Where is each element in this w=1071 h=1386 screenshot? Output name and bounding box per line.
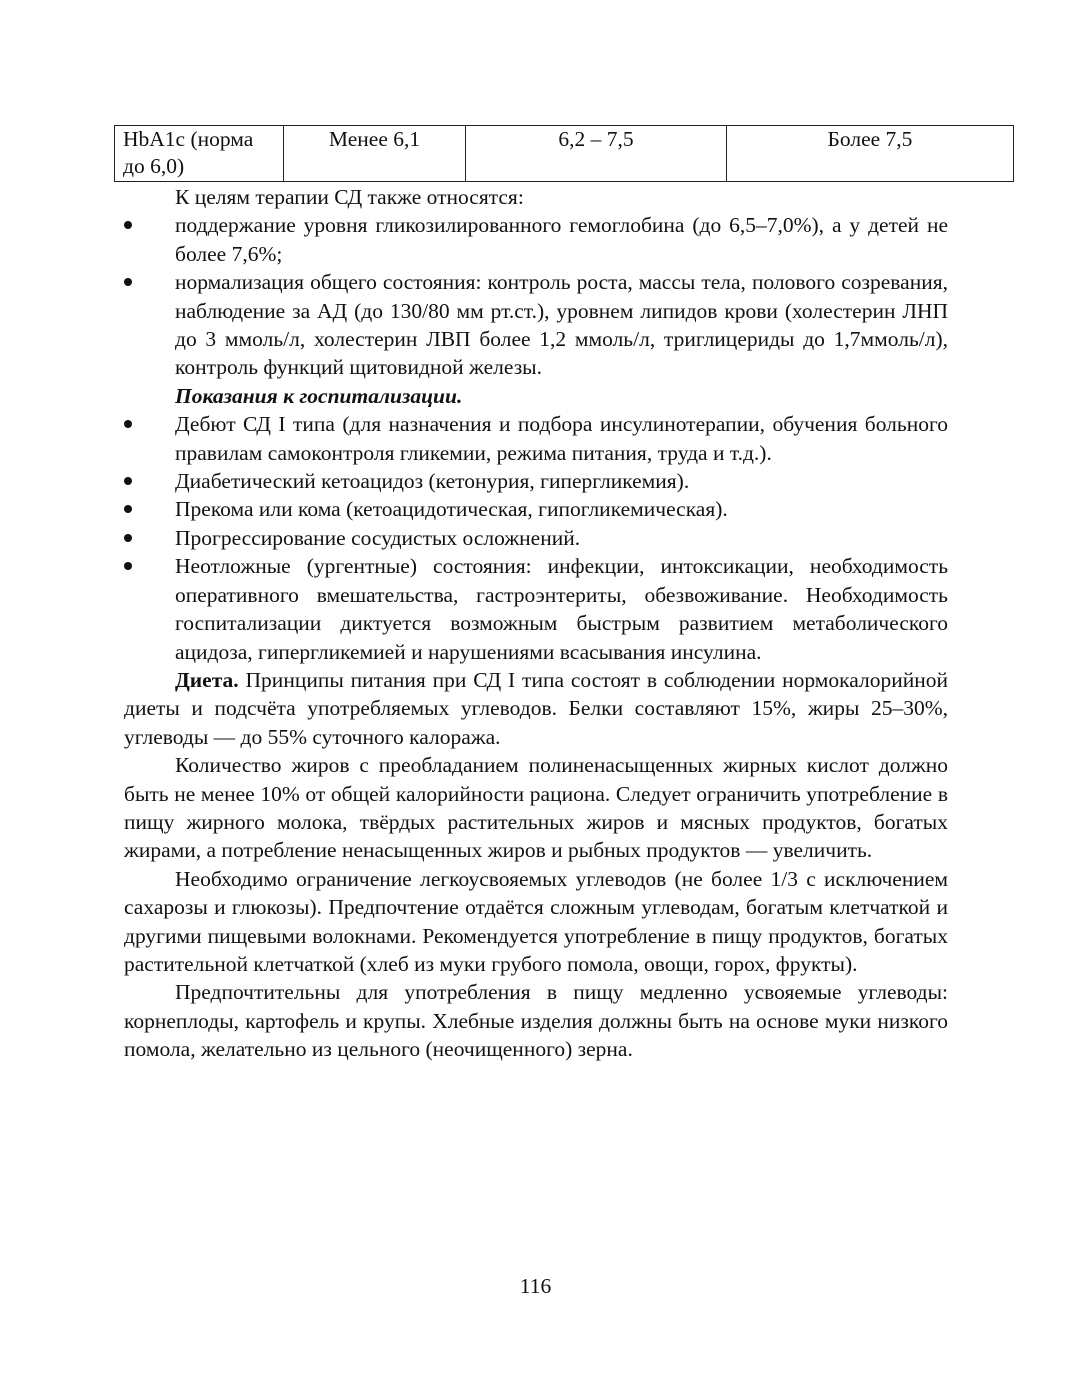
list-item: Дебют СД I типа (для назначения и подбора инсулинотерапии, обучения больного правилам самоконтроля гликемии, режима питания, труда и т.д.). (124, 410, 948, 467)
bullet-icon (124, 278, 132, 286)
list-item: Прекома или кома (кетоацидотическая, гипогликемическая). (124, 495, 948, 523)
intro-paragraph: К целям терапии СД также относятся: (175, 185, 524, 209)
body-text (124, 183, 948, 1064)
diet-text: Принципы питания при СД I типа состоят в соблюдении нормокалорийной диеты и подсчёта употребляемых углеводов. Белки составляют 15%, жиры 25–30%, углеводы — до 55% суточного калоража. (124, 667, 948, 749)
bullet-icon (124, 420, 132, 428)
bullet-icon (124, 534, 132, 542)
diet-label: Диета. (175, 667, 239, 692)
list-item: нормализация общего состояния: контроль роста, массы тела, полового созревания, наблюдение за АД (до 130/80 мм рт.ст.), уровнем липидов крови (холестерин ЛНП до 3 ммоль/л, холестерин ЛВП более 1,2 ммоль/л, триглицериды до 1,7ммоль/л), контроль функций щитовидной железы. (124, 268, 948, 382)
list-item: Диабетический кетоацидоз (кетонурия, гипергликемия). (124, 467, 948, 495)
list-item: Неотложные (ургентные) состояния: инфекции, интоксикации, необходимость оперативного вмешательства, гастроэнтериты, обезвоживание. Необходимость госпитализации диктуется возможным быстрым развитием метаболического ацидоза, гипергликемией и нарушениями всасывания инсулина. (124, 552, 948, 666)
bullet-icon (124, 505, 132, 513)
paragraph: Количество жиров с преобладанием полиненасыщенных жирных кислот должно быть не менее 10% от общей калорийности рациона. Следует ограничить употребление в пищу жирного молока, твёрдых растительных жиров и мясных продуктов, богатых жирами, а потребление ненасыщенных жиров и рыбных продуктов — увеличить. (124, 753, 948, 863)
diet-paragraph (124, 666, 948, 751)
page-number: 116 (519, 1274, 552, 1298)
table-cell-target: Менее 6,1 (284, 126, 466, 182)
bullet-icon (124, 477, 132, 485)
table-row (115, 126, 1014, 182)
table-cell-moderate: 6,2 – 7,5 (466, 126, 727, 182)
list-item: Прогрессирование сосудистых осложнений. (124, 524, 948, 552)
bullet-icon (124, 562, 132, 570)
bullet-icon (124, 221, 132, 229)
hba1c-table (114, 125, 1014, 182)
paragraph: Необходимо ограничение легкоусвояемых углеводов (не более 1/3 с исключением сахарозы и глюкозы). Предпочтение отдаётся сложным углеводам, богатым клетчаткой и другими пищевыми волокнами. Рекомендуется употребление в пищу продуктов, богатых растительной клетчаткой (хлеб из муки грубого помола, овощи, горох, фрукты). (124, 866, 948, 976)
section-heading: Показания к госпитализации. (175, 383, 463, 408)
hospitalization-list (124, 410, 948, 666)
paragraph: Предпочтительны для употребления в пищу медленно усвояемые углеводы: корнеплоды, картофель и крупы. Хлебные изделия должны быть на основе муки низкого помола, желательно из цельного (неочищенного) зерна. (124, 980, 948, 1062)
therapy-goals-list (124, 211, 948, 381)
table-cell-parameter: HbA1c (норма до 6,0) (115, 126, 284, 182)
list-item: поддержание уровня гликозилированного гемоглобина (до 6,5–7,0%), а у детей не более 7,6%; (124, 211, 948, 268)
table-cell-high: Более 7,5 (727, 126, 1014, 182)
